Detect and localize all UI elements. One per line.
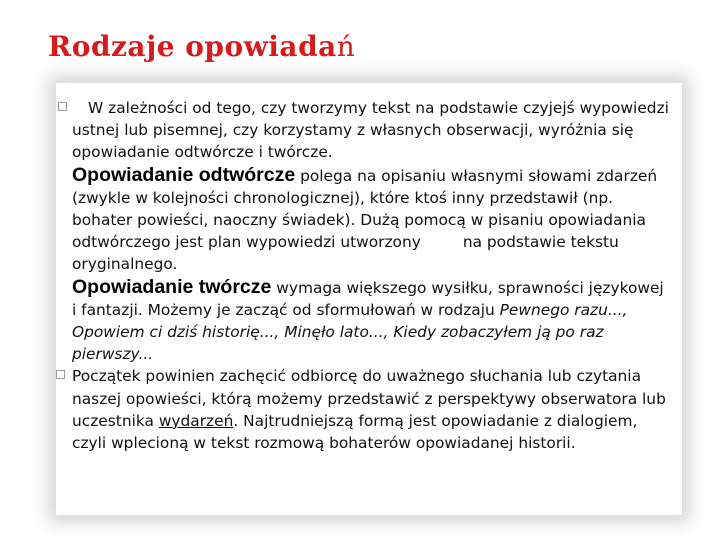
bullet-square-icon: [56, 370, 65, 379]
slide-body: [72, 97, 672, 454]
paragraph-beginning: [72, 365, 672, 454]
paragraph-recreative-text: polega na opisaniu własnymi słowami zdarzeń (zwykle w kolejności chronologicznej), które ktoś inny przedstawił (np. bohater powieści, naoczny świadek). Dużą pomocą w pisaniu opowiadania odtwórczego jest plan wypowiedzi utworzony: [72, 166, 658, 252]
paragraph-beginning-text: Początek powinien zachęcić odbiorcę do uważnego słuchania lub czytania naszej opowieści, którą możemy przedstawić z perspektywy obserwatora lub uczestnika: [72, 367, 666, 430]
paragraph-beginning-text-end: . Najtrudniejszą formą jest opowiadanie z dialogiem, czyli wplecioną w tekst rozmową bohaterów opowiadanej historii.: [72, 411, 638, 453]
slide-title: [48, 30, 355, 63]
paragraph-creative: [72, 276, 672, 366]
paragraph-recreative: [72, 164, 672, 276]
paragraph-recreative-text-end: na podstawie tekstu oryginalnego.: [72, 233, 619, 274]
paragraph-intro: [72, 97, 672, 164]
slide-title-suffix: ń: [336, 30, 356, 63]
slide-title-main: Rodzaje opowiada: [48, 30, 337, 63]
paragraph-intro-text: W zależności od tego, czy tworzymy tekst na podstawie czyjejś wypowiedzi ustnej lub pisemnej, czy korzystamy z własnych obserwacji, wyróżnia się opowiadanie odtwórcze i twórcze.: [72, 99, 669, 162]
heading-creative: Opowiadanie twórcze: [72, 275, 272, 298]
paragraph-creative-examples: Pewnego razu..., Opowiem ci dziś historię..., Minęło lato..., Kiedy zobaczyłem ją po raz pierwszy...: [72, 300, 628, 364]
bullet-square-icon: [58, 102, 67, 111]
paragraph-creative-text: wymaga większego wysiłku, sprawności językowej i fantazji. Możemy je zacząć od sformułowań w rodzaju: [72, 278, 664, 319]
heading-recreative: Opowiadanie odtwórcze: [72, 163, 296, 186]
underlined-word: wydarzeń: [158, 411, 234, 430]
